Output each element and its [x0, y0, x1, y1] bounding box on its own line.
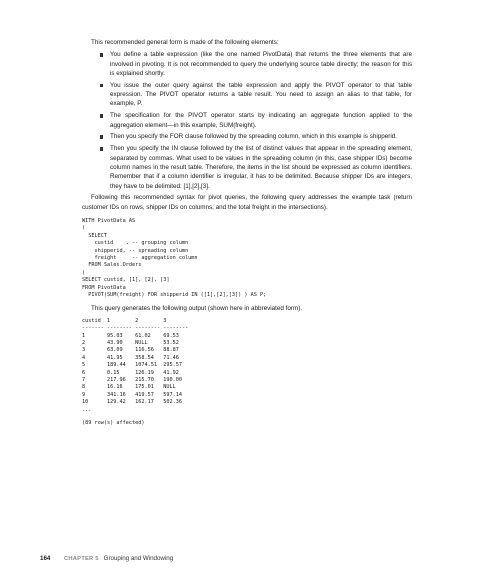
list-item-text: You issue the outer query against the table expression and apply the PIVOT operator to that table expression. The PIVOT operator returns a table result. You need to assign an alias to that table, for example, P. [110, 81, 412, 108]
list-item [100, 111, 412, 130]
list-item [100, 81, 412, 109]
square-bullet-icon [100, 84, 103, 87]
query-code-block: WITH PivotData AS ( SELECT custid , -- grouping column shipperid, -- spreading column freight -- aggregation column FROM Sales.Orders ) SELECT custid, [1], [2], [3] FROM PivotData PIVOT(SUM(freight) FOR shipperid IN ([1],[2],[3]) ) AS P; [82, 218, 267, 299]
list-item [100, 144, 412, 190]
page-number: 164 [40, 555, 51, 562]
list-item-text: Then you specify the FOR clause followed by the spreading column, which in this example is shipperid. [110, 133, 398, 141]
page-footer [40, 555, 173, 563]
page-content [82, 38, 412, 431]
square-bullet-icon [100, 114, 103, 117]
list-item-text: The specification for the PIVOT operator starts by indicating an aggregate function applied to the aggregation element—in this example, SUM(freight). [110, 112, 412, 129]
intro-paragraph: This recommended general form is made of the following elements: [91, 39, 279, 46]
list-item [100, 50, 412, 78]
chapter-label: CHAPTER 5 [64, 556, 99, 562]
elements-list [100, 50, 412, 191]
square-bullet-icon [100, 135, 103, 138]
square-bullet-icon [100, 53, 103, 56]
output-code-block: custid 1 2 3 ------- -------- -------- -------- 1 95.03 61.02 69.53 2 43.90 NULL 53.52 3 63.09 116.56 88.87 4 41.95 358.54 71.46 5 189.44 1074.51 295.57 6 0.15 126.19 41.92 7 217.96 215.70 190.00 8 16.16 175.01 NULL 9 341.16 419.57 597.14 10 129.42 162.17 502.36 ... [82, 317, 189, 413]
list-item-text: You define a table expression (like the one named PivotData) that returns the three elements that are involved in pivoting. It is not recommended to query the underlying source table directly; the reason for this is explained shortly. [110, 51, 412, 77]
list-item-text: Then you specify the IN clause followed by the list of distinct values that appear in the spreading element, separated by commas. What used to be values in the spreading column (in this, case shipper IDs) become column names in the result table. Therefore, the items in the list should be expressed as column identifiers. Remember that if a column identifier is irregular, it has to be delimited. Because shipper IDs are integers, they have to be delimited: [1],[2],[3]. [110, 145, 412, 190]
list-item [100, 132, 412, 141]
square-bullet-icon [100, 147, 103, 150]
output-intro-paragraph: This query generates the following output (shown here in abbreviated form). [91, 305, 303, 313]
chapter-title: Grouping and Windowing [103, 555, 174, 562]
rows-affected-text: (89 row(s) affected) [82, 420, 145, 427]
following-paragraph: Following this recommended syntax for pivot queries, the following query addresses the example task (return customer IDs on rows, shipper IDs on columns, and the total freight in the intersections). [82, 194, 412, 211]
